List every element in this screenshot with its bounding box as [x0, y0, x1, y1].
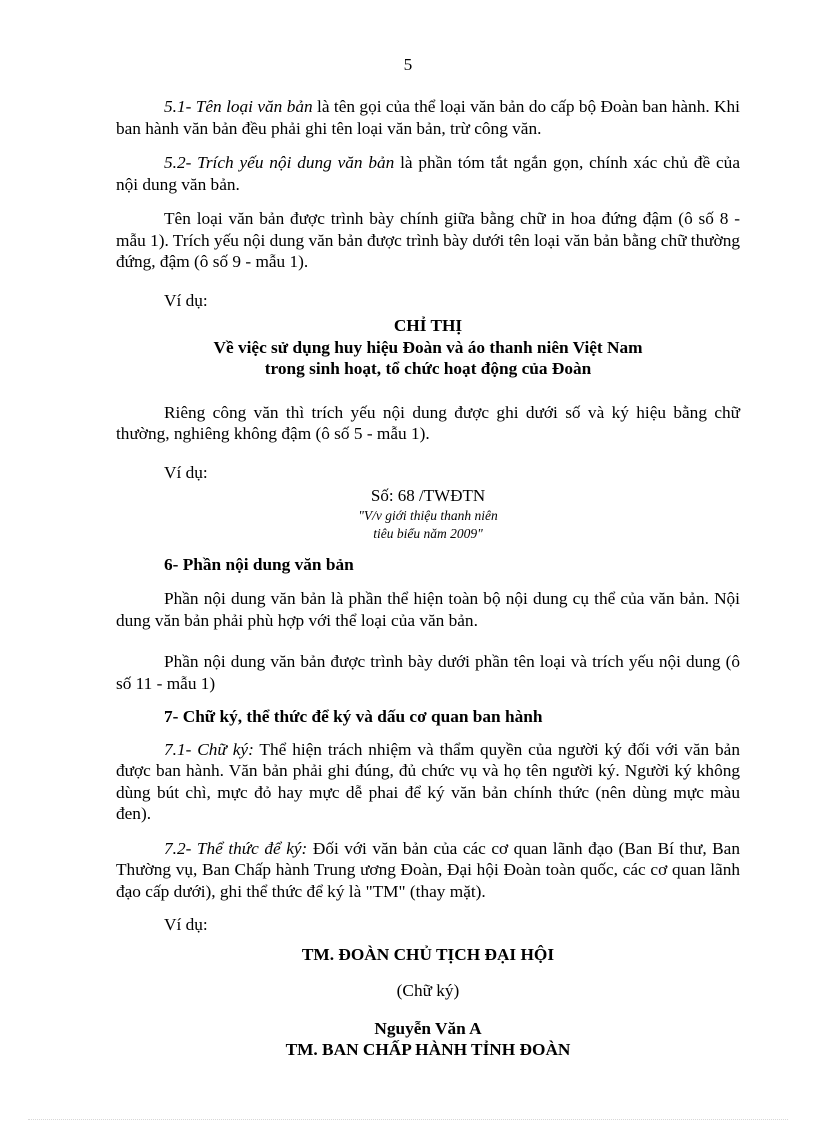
section-6-paragraph-2: Phần nội dung văn bản được trình bày dưới phần tên loại và trích yếu nội dung (ô số 11 - mẫu 1): [116, 652, 740, 693]
signature-block-title: TM. ĐOÀN CHỦ TỊCH ĐẠI HỘI: [301, 944, 555, 964]
example-label-1: Ví dụ:: [164, 290, 208, 310]
signature-block-title-2: TM. BAN CHẤP HÀNH TỈNH ĐOÀN: [285, 1040, 571, 1059]
section-5-1-label: 5.1- Tên loại văn bản: [164, 97, 313, 116]
example-document-number: Số: 68 /TWĐTN: [370, 486, 486, 505]
paragraph-ten-loai: Tên loại văn bản được trình bày chính giữa bằng chữ in hoa đứng đậm (ô số 8 - mẫu 1). Trích yếu nội dung văn bản được trình bày dưới tên loại văn bản bằng chữ thường đứng, đậm (ô số 9 - mẫu 1).: [116, 209, 741, 271]
section-7-2-label: 7.2- Thể thức để ký:: [164, 838, 308, 858]
section-7-1: [116, 739, 740, 825]
section-6-paragraph-1: Phần nội dung văn bản là phần thể hiện toàn bộ nội dung cụ thể của văn bản. Nội dung văn bản phải phù hợp với thể loại của văn bản.: [116, 589, 740, 630]
section-7-1-label: 7.1- Chữ ký:: [164, 739, 254, 759]
example-doc-type: CHỈ THỊ: [393, 316, 463, 335]
section-5-2: [116, 152, 740, 195]
example-summary-line-2: trong sinh hoạt, tổ chức hoạt động của Đoàn: [264, 359, 592, 378]
section-5-1-text: là tên gọi của thể loại văn bản do cấp bộ Đoàn ban hành. Khi ban hành văn bản đều phải ghi tên loại văn bản, trừ công văn.: [116, 97, 740, 138]
example-abstract-line-2: tiêu biểu năm 2009": [373, 525, 483, 541]
example-summary-line-1: Về việc sử dụng huy hiệu Đoàn và áo thanh niên Việt Nam: [213, 337, 643, 357]
section-7-1-text: Thể hiện trách nhiệm và thẩm quyền của người ký đối với văn bản được ban hành. Văn bản phải ghi đúng, đủ chức vụ và họ tên người ký. Người ký không dùng bút chì, mực đỏ hay mực dễ phai để ký văn bản chính thức (nên dùng mực màu đen).: [116, 739, 740, 823]
document-body: [116, 96, 740, 1061]
section-6-heading: 6- Phần nội dung văn bản: [164, 554, 354, 574]
section-7-heading: 7- Chữ ký, thể thức để ký và dấu cơ quan ban hành: [164, 707, 543, 726]
example-abstract-line-1: "V/v giới thiệu thanh niên: [358, 507, 498, 523]
section-7-2: [116, 838, 740, 903]
paragraph-cong-van: Riêng công văn thì trích yếu nội dung được ghi dưới số và ký hiệu bằng chữ thường, nghiêng không đậm (ô số 5 - mẫu 1).: [116, 402, 740, 443]
section-5-2-label: 5.2- Trích yếu nội dung văn bản: [164, 153, 395, 172]
example-label-2: Ví dụ:: [164, 462, 208, 482]
signature-placeholder: (Chữ ký): [396, 981, 460, 1000]
page-number: 5: [403, 55, 413, 74]
section-5-1: [116, 96, 740, 139]
signer-name: Nguyễn Văn A: [374, 1018, 482, 1038]
page-bottom-border: [28, 1119, 788, 1120]
section-7-2-text: Đối với văn bản của các cơ quan lãnh đạo (Ban Bí thư, Ban Thường vụ, Ban Chấp hành Trung ương Đoàn, Đại hội Đoàn toàn quốc, các cơ quan lãnh đạo cấp dưới), ghi thể thức để ký là "TM" (thay mặt).: [116, 838, 740, 901]
section-5-2-text: là phần tóm tắt ngắn gọn, chính xác chủ đề của nội dung văn bản.: [116, 153, 740, 194]
example-label-3: Ví dụ:: [164, 915, 208, 934]
